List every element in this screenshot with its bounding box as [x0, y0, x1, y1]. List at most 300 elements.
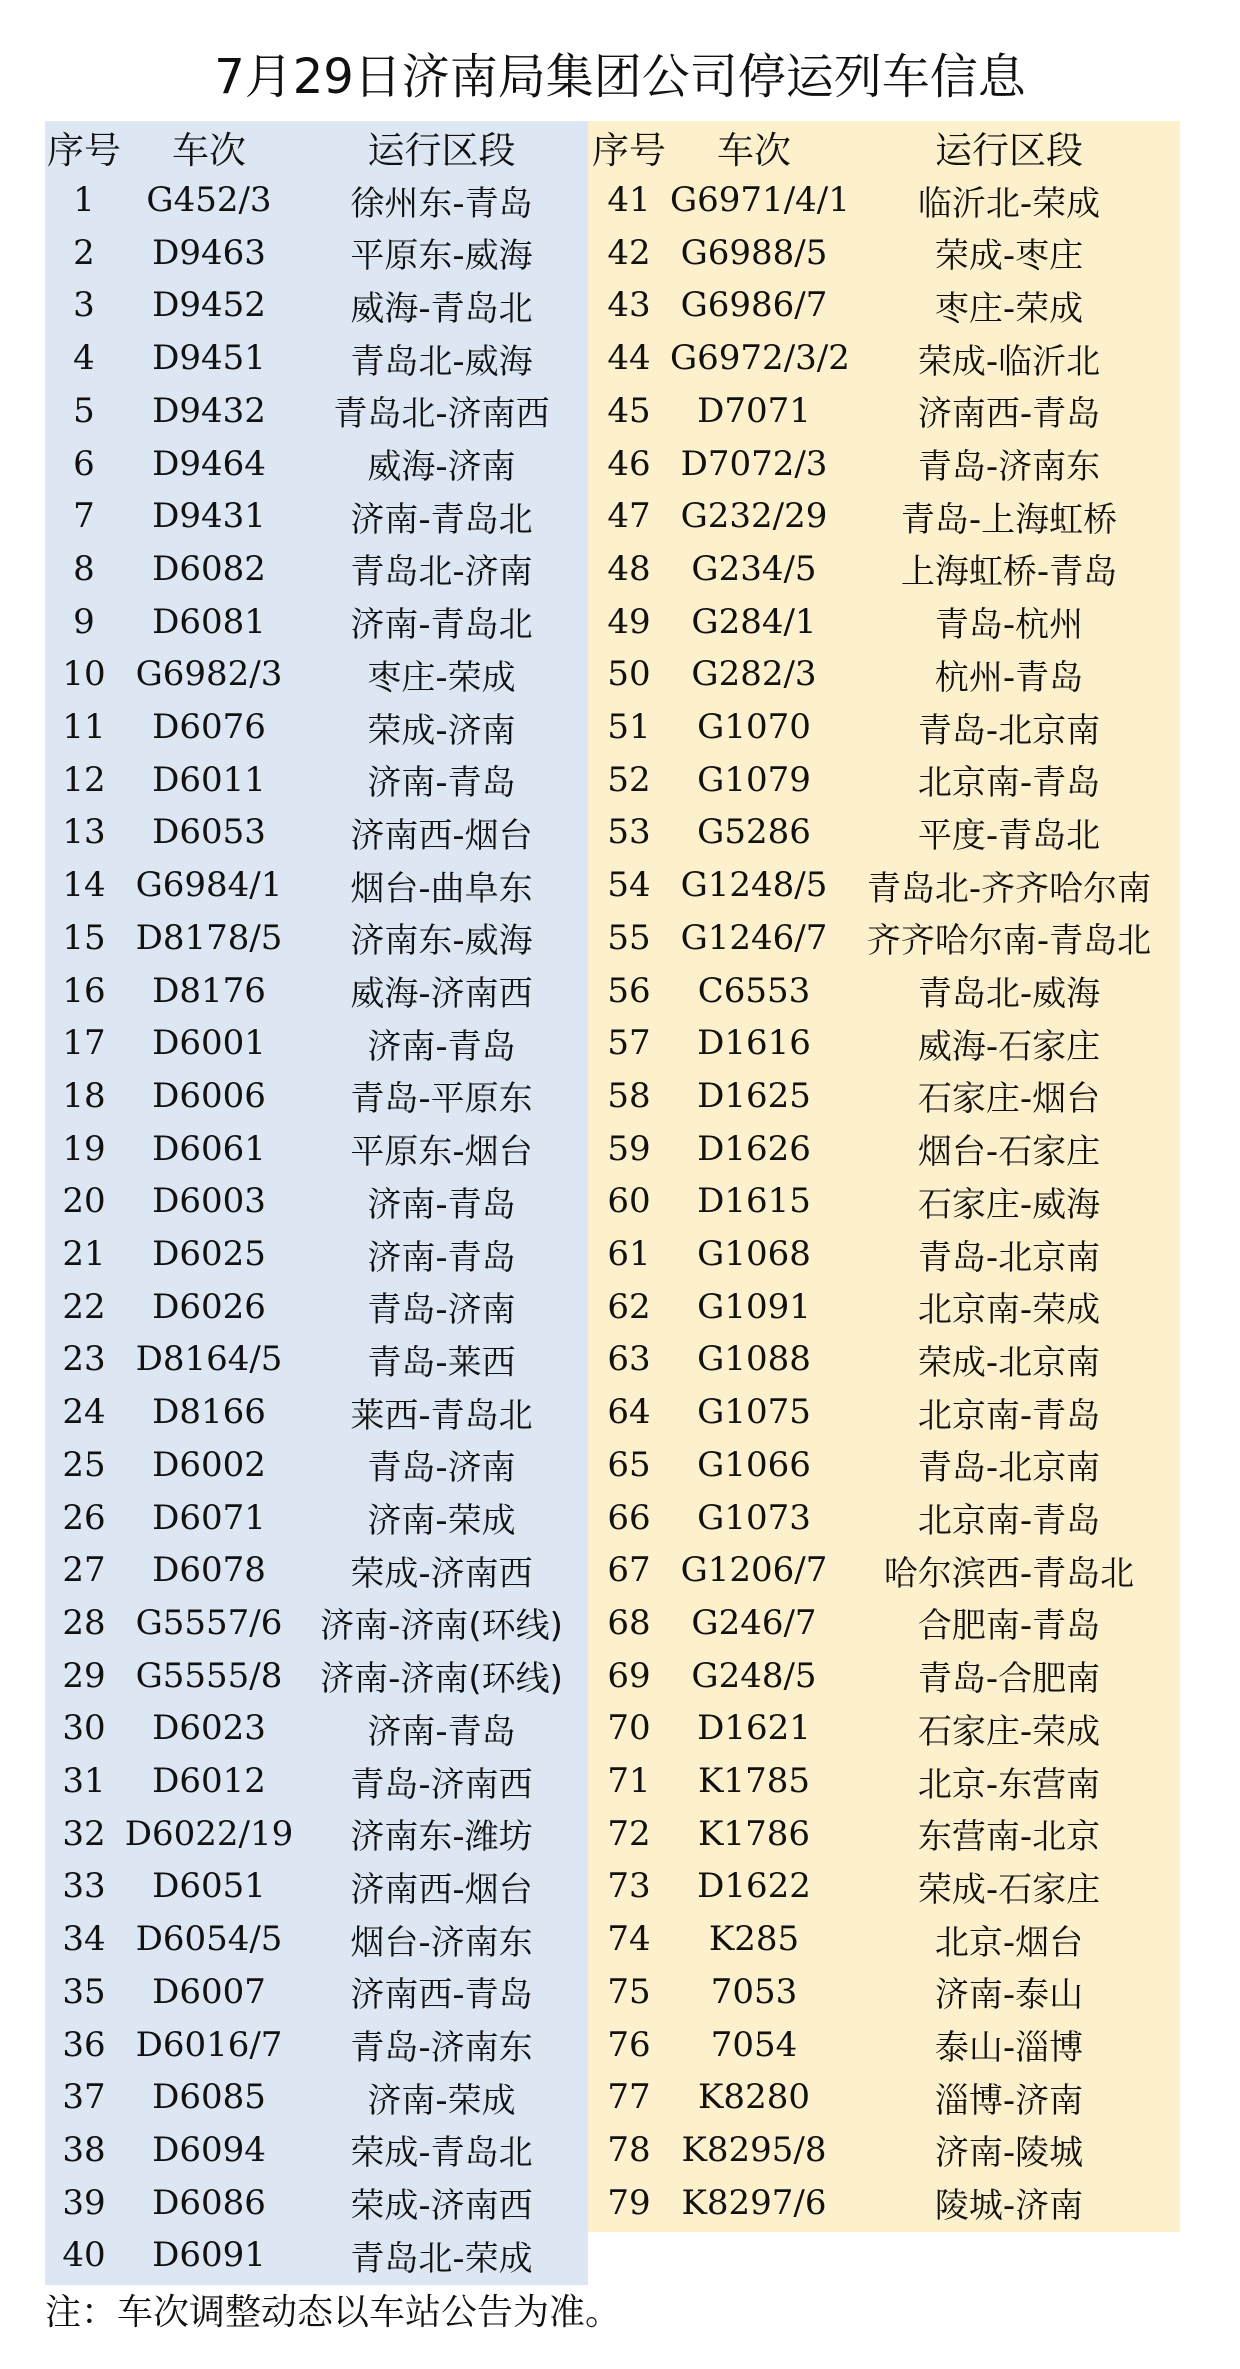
section-cell: 济南-青岛: [367, 1237, 516, 1278]
train-cell: G452/3: [146, 180, 272, 221]
section-cell: 青岛-莱西: [367, 1342, 516, 1383]
table-row: [45, 174, 588, 227]
section-cell: 青岛北-齐齐哈尔南: [866, 868, 1152, 909]
seq-cell: 76: [607, 2024, 651, 2065]
seq-cell: 56: [607, 970, 651, 1011]
table-row: [45, 806, 588, 859]
right-table: [588, 121, 1180, 2232]
header-train: 车次: [717, 129, 791, 173]
train-cell: D1615: [697, 1181, 811, 1222]
table-row: [45, 1807, 588, 1860]
table-row: [588, 859, 1180, 912]
section-cell: 济南-青岛: [367, 763, 516, 804]
section-cell: 济南-济南(环线): [320, 1606, 563, 1647]
train-cell: D6001: [152, 1023, 266, 1064]
section-cell: 石家庄-荣成: [917, 1711, 1101, 1752]
seq-cell: 61: [607, 1234, 651, 1275]
seq-cell: 18: [62, 1075, 106, 1116]
section-cell: 青岛北-济南: [350, 552, 533, 593]
train-cell: D6076: [152, 707, 266, 748]
train-cell: D6051: [152, 1866, 266, 1907]
section-cell: 杭州-青岛: [934, 657, 1084, 698]
section-cell: 北京南-荣成: [917, 1290, 1101, 1331]
section-cell: 徐州东-青岛: [350, 183, 533, 224]
section-cell: 青岛-济南: [367, 1290, 516, 1331]
section-cell: 济南西-烟台: [350, 1869, 533, 1910]
section-cell: 济南东-威海: [350, 921, 533, 962]
seq-cell: 58: [607, 1075, 651, 1116]
train-cell: D6082: [152, 548, 266, 589]
train-cell: G1073: [697, 1497, 811, 1538]
table-row: [588, 490, 1180, 543]
table-row: [588, 1913, 1180, 1966]
section-cell: 青岛-合肥南: [917, 1659, 1101, 1700]
table-header: [45, 121, 588, 174]
seq-cell: 38: [62, 2129, 106, 2170]
table-row: [588, 1649, 1180, 1702]
seq-cell: 20: [62, 1181, 106, 1222]
seq-cell: 24: [62, 1392, 106, 1433]
table-row: [588, 1755, 1180, 1808]
table-row: [588, 806, 1180, 859]
table-row: [45, 595, 588, 648]
section-cell: 烟台-石家庄: [917, 1132, 1101, 1173]
seq-cell: 7: [73, 496, 95, 537]
table-row: [45, 2018, 588, 2071]
section-cell: 济南-青岛北: [350, 605, 533, 646]
train-cell: 7053: [710, 1971, 798, 2012]
train-cell: K285: [708, 1919, 800, 1960]
section-cell: 合肥南-青岛: [917, 1606, 1101, 1647]
table-row: [588, 1544, 1180, 1597]
table-row: [45, 332, 588, 385]
section-cell: 枣庄-荣成: [934, 288, 1084, 329]
seq-cell: 19: [62, 1128, 106, 1169]
seq-cell: 23: [62, 1339, 106, 1380]
header-section: 运行区段: [367, 129, 516, 173]
section-cell: 青岛-济南东: [917, 447, 1101, 488]
table-row: [588, 1333, 1180, 1386]
seq-cell: 53: [607, 812, 651, 853]
train-cell: K8295/8: [681, 2129, 827, 2170]
section-cell: 荣成-济南西: [350, 1553, 533, 1594]
section-cell: 平原东-烟台: [350, 1132, 533, 1173]
train-cell: G6988/5: [680, 232, 828, 273]
table-row: [588, 1386, 1180, 1439]
table-row: [588, 279, 1180, 332]
train-cell: G6972/3/2: [670, 338, 850, 379]
seq-cell: 66: [607, 1497, 651, 1538]
train-cell: D1622: [697, 1866, 811, 1907]
section-cell: 济南-济南(环线): [320, 1659, 563, 1700]
train-cell: G6971/4/1: [670, 180, 850, 221]
section-cell: 青岛-济南: [367, 1448, 516, 1489]
table-row: [45, 226, 588, 279]
train-cell: D9432: [152, 390, 266, 431]
seq-cell: 57: [607, 1023, 651, 1064]
seq-cell: 2: [73, 232, 95, 273]
seq-cell: 4: [73, 338, 95, 379]
train-cell: D1621: [697, 1708, 811, 1749]
table-row: [45, 1386, 588, 1439]
table-row: [588, 1017, 1180, 1070]
seq-cell: 3: [73, 285, 95, 326]
table-row: [45, 1913, 588, 1966]
section-cell: 北京南-青岛: [917, 763, 1101, 804]
train-cell: G248/5: [691, 1655, 817, 1696]
table-row: [588, 912, 1180, 965]
seq-cell: 79: [607, 2182, 651, 2223]
section-cell: 临沂北-荣成: [917, 183, 1101, 224]
table-row: [588, 1702, 1180, 1755]
table-row: [45, 543, 588, 596]
train-cell: D6026: [152, 1286, 266, 1327]
section-cell: 济南西-青岛: [917, 394, 1101, 435]
header-section: 运行区段: [935, 129, 1083, 173]
seq-cell: 73: [607, 1866, 651, 1907]
train-cell: D9452: [152, 285, 266, 326]
table-row: [588, 2018, 1180, 2071]
section-cell: 青岛-北京南: [917, 1237, 1101, 1278]
seq-cell: 32: [62, 1813, 106, 1854]
section-cell: 威海-青岛北: [350, 288, 533, 329]
train-cell: G1246/7: [680, 917, 828, 958]
train-cell: D6085: [152, 2077, 266, 2118]
train-cell: D6002: [152, 1444, 266, 1485]
table-header: [588, 121, 1180, 174]
section-cell: 荣成-青岛北: [350, 2133, 533, 2174]
table-row: [588, 648, 1180, 701]
table-row: [45, 2229, 588, 2282]
seq-cell: 36: [62, 2024, 106, 2065]
seq-cell: 11: [62, 707, 106, 748]
seq-cell: 10: [62, 654, 106, 695]
section-cell: 济南西-青岛: [350, 1975, 533, 2016]
table-row: [588, 1860, 1180, 1913]
table-row: [45, 1649, 588, 1702]
section-cell: 济南-青岛: [367, 1711, 516, 1752]
train-cell: D6071: [152, 1497, 266, 1538]
seq-cell: 49: [607, 601, 651, 642]
seq-cell: 30: [62, 1708, 106, 1749]
seq-cell: 71: [607, 1761, 651, 1802]
seq-cell: 70: [607, 1708, 651, 1749]
train-cell: K8280: [698, 2077, 810, 2118]
train-cell: K1786: [698, 1813, 810, 1854]
train-cell: D1626: [697, 1128, 811, 1169]
section-cell: 青岛北-济南西: [333, 394, 550, 435]
table-row: [588, 332, 1180, 385]
section-cell: 平原东-威海: [350, 236, 533, 277]
section-cell: 济南-荣成: [367, 1501, 516, 1542]
seq-cell: 47: [607, 496, 651, 537]
table-row: [45, 490, 588, 543]
train-cell: G5286: [697, 812, 811, 853]
section-cell: 东营南-北京: [917, 1817, 1101, 1858]
section-cell: 石家庄-烟台: [917, 1079, 1101, 1120]
section-cell: 青岛-上海虹桥: [900, 499, 1118, 540]
table-row: [45, 1860, 588, 1913]
train-cell: D8176: [152, 970, 266, 1011]
section-cell: 枣庄-荣成: [367, 657, 516, 698]
train-cell: 7054: [710, 2024, 798, 2065]
table-row: [588, 1070, 1180, 1123]
section-cell: 青岛-杭州: [934, 605, 1084, 646]
section-cell: 威海-石家庄: [917, 1026, 1101, 1067]
train-cell: D9431: [152, 496, 266, 537]
footnote: 注：车次调整动态以车站公告为准。: [45, 2292, 622, 2333]
section-cell: 荣成-济南西: [350, 2186, 533, 2227]
train-cell: D6061: [152, 1128, 266, 1169]
train-cell: D8178/5: [135, 917, 283, 958]
header-seq: 序号: [47, 129, 121, 173]
table-row: [588, 437, 1180, 490]
section-cell: 泰山-淄博: [934, 2028, 1084, 2069]
train-cell: D8166: [152, 1392, 266, 1433]
train-cell: G246/7: [691, 1602, 817, 1643]
train-cell: K8297/6: [681, 2182, 827, 2223]
table-row: [45, 437, 588, 490]
table-row: [588, 226, 1180, 279]
table-row: [588, 543, 1180, 596]
table-row: [45, 648, 588, 701]
section-cell: 烟台-济南东: [350, 1922, 533, 1963]
table-row: [588, 1175, 1180, 1228]
seq-cell: 51: [607, 707, 651, 748]
section-cell: 上海虹桥-青岛: [900, 552, 1118, 593]
seq-cell: 21: [62, 1234, 106, 1275]
seq-cell: 77: [607, 2077, 651, 2118]
section-cell: 青岛北-威海: [350, 341, 533, 382]
table-row: [45, 1280, 588, 1333]
train-cell: D6053: [152, 812, 266, 853]
seq-cell: 13: [62, 812, 106, 853]
seq-cell: 39: [62, 2182, 106, 2223]
section-cell: 青岛-济南东: [350, 2028, 533, 2069]
seq-cell: 43: [607, 285, 651, 326]
table-row: [45, 1228, 588, 1281]
table-row: [588, 595, 1180, 648]
table-row: [588, 1228, 1180, 1281]
train-cell: D1625: [697, 1075, 811, 1116]
seq-cell: 27: [62, 1550, 106, 1591]
seq-cell: 63: [607, 1339, 651, 1380]
table-row: [588, 1280, 1180, 1333]
table-row: [588, 1807, 1180, 1860]
seq-cell: 64: [607, 1392, 651, 1433]
train-cell: G284/1: [691, 601, 817, 642]
section-cell: 济南-青岛: [367, 1026, 516, 1067]
train-cell: G1079: [697, 759, 811, 800]
table-row: [45, 701, 588, 754]
seq-cell: 8: [73, 548, 95, 589]
seq-cell: 28: [62, 1602, 106, 1643]
train-cell: D9451: [152, 338, 266, 379]
section-cell: 北京-烟台: [934, 1922, 1084, 1963]
seq-cell: 6: [73, 443, 95, 484]
seq-cell: 55: [607, 917, 651, 958]
train-cell: D6022/19: [124, 1813, 294, 1854]
train-cell: D6054/5: [135, 1919, 283, 1960]
section-cell: 济南-青岛北: [350, 499, 533, 540]
seq-cell: 1: [73, 180, 95, 221]
train-cell: G1091: [697, 1286, 811, 1327]
table-row: [588, 701, 1180, 754]
table-row: [45, 1439, 588, 1492]
table-row: [588, 2124, 1180, 2177]
table-row: [588, 2176, 1180, 2229]
seq-cell: 60: [607, 1181, 651, 1222]
train-cell: D6078: [152, 1550, 266, 1591]
train-cell: D7071: [697, 390, 811, 431]
seq-cell: 9: [73, 601, 95, 642]
section-cell: 荣成-石家庄: [917, 1869, 1101, 1910]
table-row: [45, 1122, 588, 1175]
train-cell: G1070: [697, 707, 811, 748]
section-cell: 石家庄-威海: [917, 1184, 1101, 1225]
seq-cell: 72: [607, 1813, 651, 1854]
train-cell: G282/3: [691, 654, 817, 695]
seq-cell: 17: [62, 1023, 106, 1064]
train-cell: D6016/7: [135, 2024, 283, 2065]
section-cell: 青岛北-荣成: [350, 2238, 533, 2279]
table-row: [45, 279, 588, 332]
seq-cell: 62: [607, 1286, 651, 1327]
table-row: [45, 1333, 588, 1386]
seq-cell: 68: [607, 1602, 651, 1643]
table-row: [45, 1597, 588, 1650]
train-cell: D6006: [152, 1075, 266, 1116]
seq-cell: 59: [607, 1128, 651, 1169]
seq-cell: 75: [607, 1971, 651, 2012]
seq-cell: 31: [62, 1761, 106, 1802]
table-row: [45, 1702, 588, 1755]
seq-cell: 40: [62, 2235, 106, 2276]
left-table: [45, 121, 588, 2285]
seq-cell: 67: [607, 1550, 651, 1591]
train-cell: D6007: [152, 1971, 266, 2012]
seq-cell: 52: [607, 759, 651, 800]
train-cell: G6986/7: [680, 285, 828, 326]
section-cell: 威海-济南西: [350, 974, 533, 1015]
table-row: [45, 2124, 588, 2177]
section-cell: 烟台-曲阜东: [350, 868, 533, 909]
table-row: [588, 385, 1180, 438]
train-cell: D6011: [152, 759, 266, 800]
section-cell: 荣成-枣庄: [934, 236, 1084, 277]
train-cell: G6984/1: [135, 865, 283, 906]
section-cell: 北京南-青岛: [917, 1501, 1101, 1542]
section-cell: 莱西-青岛北: [350, 1395, 533, 1436]
table-row: [45, 1544, 588, 1597]
train-cell: D8164/5: [135, 1339, 283, 1380]
train-cell: D6003: [152, 1181, 266, 1222]
section-cell: 济南东-潍坊: [350, 1817, 533, 1858]
train-cell: D6023: [152, 1708, 266, 1749]
table-row: [588, 1597, 1180, 1650]
table-row: [45, 964, 588, 1017]
table-row: [45, 753, 588, 806]
seq-cell: 44: [607, 338, 651, 379]
table-row: [588, 964, 1180, 1017]
train-cell: D6081: [152, 601, 266, 642]
table-row: [588, 1491, 1180, 1544]
seq-cell: 34: [62, 1919, 106, 1960]
section-cell: 哈尔滨西-青岛北: [883, 1553, 1135, 1594]
train-cell: G1066: [697, 1444, 811, 1485]
seq-cell: 15: [62, 917, 106, 958]
section-cell: 北京南-青岛: [917, 1395, 1101, 1436]
section-cell: 荣成-济南: [367, 710, 516, 751]
train-cell: G6982/3: [135, 654, 283, 695]
section-cell: 济南西-烟台: [350, 815, 533, 856]
train-cell: G232/29: [680, 496, 828, 537]
header-train: 车次: [172, 129, 246, 173]
seq-cell: 5: [73, 390, 95, 431]
section-cell: 荣成-临沂北: [917, 341, 1101, 382]
seq-cell: 48: [607, 548, 651, 589]
seq-cell: 78: [607, 2129, 651, 2170]
train-cell: D6086: [152, 2182, 266, 2223]
table-row: [588, 2071, 1180, 2124]
section-cell: 北京-东营南: [917, 1764, 1101, 1805]
seq-cell: 41: [607, 180, 651, 221]
table-row: [588, 753, 1180, 806]
section-cell: 青岛-济南西: [350, 1764, 533, 1805]
table-row: [588, 1966, 1180, 2019]
seq-cell: 12: [62, 759, 106, 800]
section-cell: 济南-青岛: [367, 1184, 516, 1225]
table-row: [45, 1175, 588, 1228]
train-cell: G5555/8: [135, 1655, 283, 1696]
seq-cell: 26: [62, 1497, 106, 1538]
section-cell: 青岛-北京南: [917, 710, 1101, 751]
section-cell: 济南-泰山: [934, 1975, 1084, 2016]
table-row: [45, 1491, 588, 1544]
section-cell: 荣成-北京南: [917, 1342, 1101, 1383]
train-cell: D9464: [152, 443, 266, 484]
seq-cell: 25: [62, 1444, 106, 1485]
train-cell: D6025: [152, 1234, 266, 1275]
table-row: [588, 1439, 1180, 1492]
seq-cell: 37: [62, 2077, 106, 2118]
seq-cell: 45: [607, 390, 651, 431]
section-cell: 齐齐哈尔南-青岛北: [866, 921, 1152, 962]
train-cell: G1068: [697, 1234, 811, 1275]
seq-cell: 14: [62, 865, 106, 906]
train-cell: C6553: [697, 970, 811, 1011]
table-row: [45, 912, 588, 965]
table-row: [45, 1070, 588, 1123]
table-row: [588, 174, 1180, 227]
section-cell: 青岛北-威海: [917, 974, 1101, 1015]
train-cell: D6012: [152, 1761, 266, 1802]
train-cell: G234/5: [691, 548, 817, 589]
seq-cell: 33: [62, 1866, 106, 1907]
section-cell: 济南-陵城: [934, 2133, 1084, 2174]
table-row: [45, 1017, 588, 1070]
train-cell: G1088: [697, 1339, 811, 1380]
train-cell: G1248/5: [680, 865, 828, 906]
train-cell: D6094: [152, 2129, 266, 2170]
table-row: [45, 2176, 588, 2229]
section-cell: 平度-青岛北: [917, 815, 1101, 856]
seq-cell: 74: [607, 1919, 651, 1960]
seq-cell: 46: [607, 443, 651, 484]
train-cell: D7072/3: [680, 443, 828, 484]
table-row: [45, 859, 588, 912]
seq-cell: 42: [607, 232, 651, 273]
